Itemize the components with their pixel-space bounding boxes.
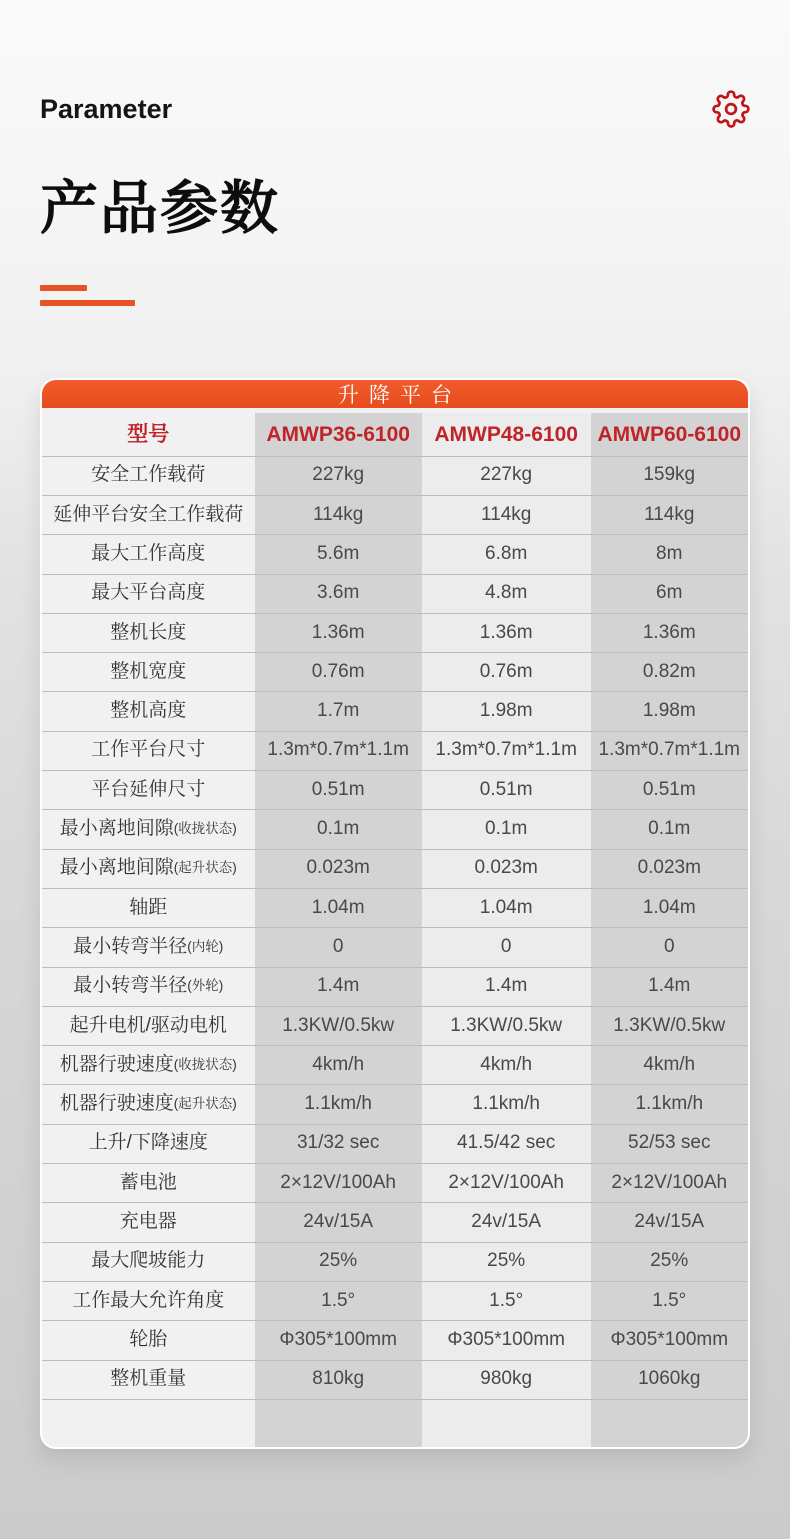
accent-bar-short: [40, 285, 87, 291]
spec-value: 159kg: [591, 457, 748, 495]
spec-value: 1.04m: [255, 889, 422, 927]
spec-value: 0.51m: [422, 771, 591, 809]
gear-icon[interactable]: [712, 90, 750, 128]
spec-value: 0.1m: [422, 810, 591, 848]
table-row: [42, 732, 748, 771]
spec-value: 52/53 sec: [591, 1125, 748, 1163]
spec-sublabel: (起升状态): [173, 860, 237, 876]
accent-bar-long: [40, 300, 135, 306]
spec-value: 24v/15A: [255, 1203, 422, 1241]
spec-label: 工作平台尺寸: [91, 739, 206, 761]
spec-value: 1.98m: [591, 692, 748, 730]
model-row-label: 型号: [127, 422, 170, 446]
spec-value: 41.5/42 sec: [422, 1125, 591, 1163]
spec-value: 0.76m: [422, 653, 591, 691]
page-header: [0, 0, 790, 306]
spec-value: 4.8m: [422, 575, 591, 613]
spec-value: 0.1m: [591, 810, 748, 848]
spec-value: Φ305*100mm: [255, 1321, 422, 1359]
table-row: [42, 535, 748, 574]
table-row: [42, 889, 748, 928]
spec-label: 最小转弯半径 (外轮): [73, 975, 224, 997]
spec-label: 最大工作高度: [91, 542, 206, 564]
spec-label: 最大平台高度: [91, 582, 206, 604]
spec-value: 25%: [255, 1243, 422, 1281]
table-row: [42, 1125, 748, 1164]
spec-value: 1.36m: [255, 614, 422, 652]
table-row: [42, 692, 748, 731]
spec-value: 227kg: [422, 457, 591, 495]
spec-label: 蓄电池: [119, 1171, 177, 1193]
spec-label: 机器行驶速度 (起升状态): [59, 1093, 237, 1115]
table-row: [42, 1203, 748, 1242]
spec-value: 24v/15A: [591, 1203, 748, 1241]
table-model-row: [42, 413, 748, 457]
spec-value: 25%: [422, 1243, 591, 1281]
table-row: [42, 653, 748, 692]
spec-value: 1060kg: [591, 1361, 748, 1399]
spec-value: 114kg: [591, 496, 748, 534]
spec-value: 1.04m: [422, 889, 591, 927]
spec-value: 4km/h: [255, 1046, 422, 1084]
spec-value: 0.1m: [255, 810, 422, 848]
table-row: [42, 968, 748, 1007]
spec-value: 2×12V/100Ah: [255, 1164, 422, 1202]
spec-value: 31/32 sec: [255, 1125, 422, 1163]
spec-value: 2×12V/100Ah: [591, 1164, 748, 1202]
spec-value: 4km/h: [591, 1046, 748, 1084]
table-row: [42, 1085, 748, 1124]
spec-label: 上升/下降速度: [88, 1132, 208, 1154]
spec-label: 轮胎: [129, 1328, 168, 1350]
spec-value: 0: [255, 928, 422, 966]
table-row: [42, 1361, 748, 1400]
table-row: [42, 810, 748, 849]
spec-value: 1.98m: [422, 692, 591, 730]
spec-value: Φ305*100mm: [591, 1321, 748, 1359]
spec-value: 0.82m: [591, 653, 748, 691]
spec-value: 114kg: [255, 496, 422, 534]
spec-label: 最大爬坡能力: [91, 1250, 206, 1272]
table-body: [42, 457, 748, 1400]
spec-value: 1.04m: [591, 889, 748, 927]
page-title: 产品参数: [40, 176, 281, 241]
spec-value: 0.76m: [255, 653, 422, 691]
spec-sublabel: (收拢状态): [173, 821, 237, 837]
spec-label: 最小离地间隙 (起升状态): [59, 857, 237, 879]
model-name: AMWP36-6100: [255, 413, 422, 456]
spec-label: 安全工作载荷: [91, 464, 206, 486]
table-row: [42, 1321, 748, 1360]
table-title: 升降平台: [42, 380, 748, 408]
spec-value: 1.4m: [422, 968, 591, 1006]
spec-sublabel: (起升状态): [173, 1096, 237, 1112]
table-row: [42, 1164, 748, 1203]
table-row: [42, 771, 748, 810]
spec-value: 980kg: [422, 1361, 591, 1399]
spec-sublabel: (外轮): [187, 978, 224, 994]
model-name: AMWP60-6100: [591, 413, 748, 456]
spec-value: 1.3KW/0.5kw: [422, 1007, 591, 1045]
table-row: [42, 1007, 748, 1046]
spec-value: 1.1km/h: [422, 1085, 591, 1123]
spec-value: 4km/h: [422, 1046, 591, 1084]
spec-label: 充电器: [119, 1211, 177, 1233]
table-row: [42, 457, 748, 496]
table-row: [42, 1282, 748, 1321]
table-row: [42, 614, 748, 653]
spec-value: 0.51m: [591, 771, 748, 809]
spec-table: [40, 378, 750, 1449]
table-empty-row: [42, 1400, 748, 1447]
spec-label: 机器行驶速度 (收拢状态): [59, 1053, 237, 1075]
spec-value: 1.3m*0.7m*1.1m: [591, 732, 748, 770]
spec-value: 1.5°: [255, 1282, 422, 1320]
spec-label: 平台延伸尺寸: [91, 778, 206, 800]
spec-value: 1.4m: [591, 968, 748, 1006]
spec-label: 整机重量: [110, 1368, 187, 1390]
spec-label: 起升电机/驱动电机: [69, 1014, 227, 1036]
title-accent-bars: [40, 285, 750, 306]
spec-label: 延伸平台安全工作载荷: [53, 503, 244, 525]
spec-value: 1.3KW/0.5kw: [591, 1007, 748, 1045]
spec-value: 1.3m*0.7m*1.1m: [422, 732, 591, 770]
spec-value: 5.6m: [255, 535, 422, 573]
spec-value: 0.023m: [255, 850, 422, 888]
spec-value: 114kg: [422, 496, 591, 534]
spec-label: 整机长度: [110, 621, 187, 643]
spec-label: 整机高度: [110, 700, 187, 722]
spec-value: 0.023m: [422, 850, 591, 888]
spec-value: 25%: [591, 1243, 748, 1281]
table-row: [42, 928, 748, 967]
spec-label: 整机宽度: [110, 660, 187, 682]
section-eyebrow: Parameter: [40, 93, 173, 124]
table-row: [42, 850, 748, 889]
spec-value: 6.8m: [422, 535, 591, 573]
table-row: [42, 1046, 748, 1085]
spec-label: 最小离地间隙 (收拢状态): [59, 818, 237, 840]
spec-value: Φ305*100mm: [422, 1321, 591, 1359]
spec-value: 810kg: [255, 1361, 422, 1399]
spec-value: 0.51m: [255, 771, 422, 809]
spec-value: 1.7m: [255, 692, 422, 730]
spec-value: 6m: [591, 575, 748, 613]
spec-value: 1.36m: [422, 614, 591, 652]
table-row: [42, 1243, 748, 1282]
spec-value: 1.1km/h: [255, 1085, 422, 1123]
spec-value: 0.023m: [591, 850, 748, 888]
spec-value: 8m: [591, 535, 748, 573]
spec-value: 1.1km/h: [591, 1085, 748, 1123]
model-name: AMWP48-6100: [422, 413, 591, 456]
spec-label: 最小转弯半径 (内轮): [73, 935, 224, 957]
spec-value: 3.6m: [255, 575, 422, 613]
spec-label: 工作最大允许角度: [72, 1289, 225, 1311]
spec-sublabel: (收拢状态): [173, 1056, 237, 1072]
spec-value: 0: [591, 928, 748, 966]
spec-value: 0: [422, 928, 591, 966]
table-row: [42, 575, 748, 614]
spec-value: 1.3m*0.7m*1.1m: [255, 732, 422, 770]
spec-value: 1.5°: [591, 1282, 748, 1320]
spec-value: 24v/15A: [422, 1203, 591, 1241]
table-row: [42, 496, 748, 535]
spec-value: 1.4m: [255, 968, 422, 1006]
spec-value: 1.5°: [422, 1282, 591, 1320]
spec-value: 2×12V/100Ah: [422, 1164, 591, 1202]
spec-value: 227kg: [255, 457, 422, 495]
spec-sublabel: (内轮): [187, 938, 224, 954]
spec-value: 1.3KW/0.5kw: [255, 1007, 422, 1045]
spec-label: 轴距: [129, 896, 168, 918]
spec-value: 1.36m: [591, 614, 748, 652]
